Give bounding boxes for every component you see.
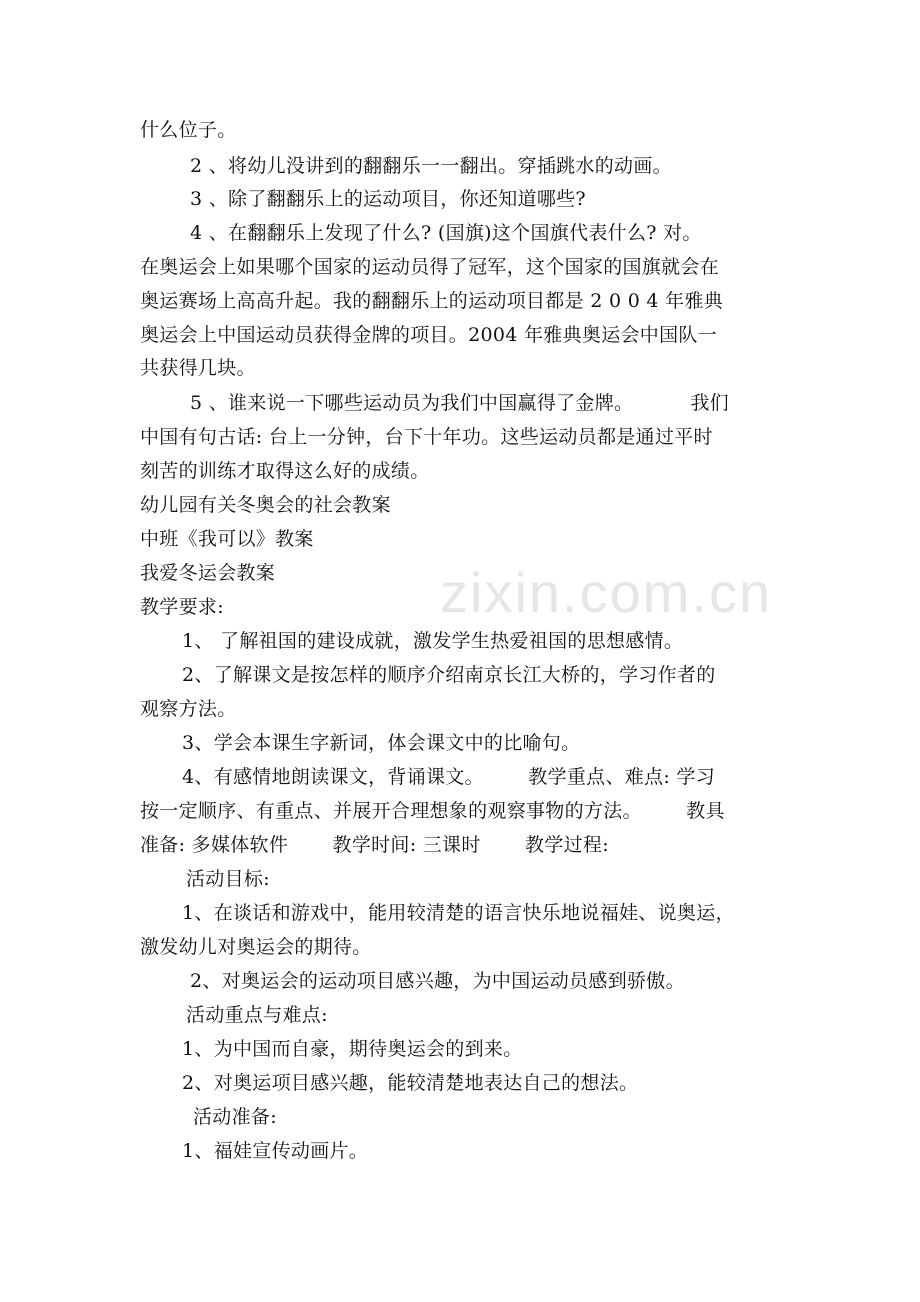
text-line: 活动重点与难点: (186, 1004, 328, 1026)
text-line: 3、学会本课生字新词，体会课文中的比喻句。 (182, 732, 581, 754)
text-line: 1、在谈话和游戏中，能用较清楚的语言快乐地说福娃、说奥运， (182, 902, 735, 924)
text-line: 什么位子。 (140, 119, 237, 141)
text-line: 教学要求: (140, 596, 224, 618)
text-line: 按一定顺序、有重点、并展开合理想象的观察事物的方法。 教具 (140, 800, 725, 822)
text-line: 活动准备: (193, 1106, 277, 1128)
text-line: 2、对奥运会的运动项目感兴趣，为中国运动员感到骄傲。 (190, 970, 685, 992)
text-line: 1、福娃宣传动画片。 (182, 1140, 369, 1162)
text-line: 1、 了解祖国的建设成就，激发学生热爱祖国的思想感情。 (182, 630, 684, 652)
text-line: 中班《我可以》教案 (140, 528, 314, 550)
text-line: 奥运会上中国运动员获得金牌的项目。2004 年雅典奥运会中国队一 (140, 324, 717, 346)
text-line: 幼儿园有关冬奥会的社会教案 (140, 494, 391, 516)
text-line: 激发幼儿对奥运会的期待。 (140, 936, 372, 958)
text-line: 活动目标: (186, 868, 270, 890)
text-line: 2 、将幼儿没讲到的翻翻乐一一翻出。穿插跳水的动画。 (190, 155, 672, 177)
text-line: 观察方法。 (140, 698, 237, 720)
text-line: 我爱冬运会教案 (140, 562, 276, 584)
text-line: 1、为中国而自豪，期待奥运会的到来。 (182, 1038, 523, 1060)
text-line: 4、有感情地朗读课文，背诵课文。 教学重点、难点: 学习 (182, 766, 716, 788)
text-line: 奥运赛场上高高升起。我的翻翻乐上的运动项目都是 2 0 0 4 年雅典 (140, 290, 724, 312)
text-line: 中国有句古话: 台上一分钟，台下十年功。这些运动员都是通过平时 (140, 426, 713, 448)
text-line: 5 、谁来说一下哪些运动员为我们中国赢得了金牌。 我们 (190, 392, 729, 414)
text-line: 3 、除了翻翻乐上的运动项目，你还知道哪些? (190, 188, 586, 210)
text-line: 准备: 多媒体软件 教学时间: 三课时 教学过程: (140, 834, 609, 856)
text-line: 4 、在翻翻乐上发现了什么? (国旗)这个国旗代表什么? 对。 (190, 222, 702, 244)
text-line: 2、对奥运项目感兴趣，能较清楚地表达自己的想法。 (182, 1072, 639, 1094)
text-line: 共获得几块。 (140, 357, 256, 379)
text-line: 刻苦的训练才取得这么好的成绩。 (140, 460, 430, 482)
watermark: zixin.com.cn (440, 561, 773, 624)
text-line: 在奥运会上如果哪个国家的运动员得了冠军，这个国家的国旗就会在 (140, 256, 720, 278)
text-line: 2、了解课文是按怎样的顺序介绍南京长江大桥的，学习作者的 (182, 664, 716, 686)
